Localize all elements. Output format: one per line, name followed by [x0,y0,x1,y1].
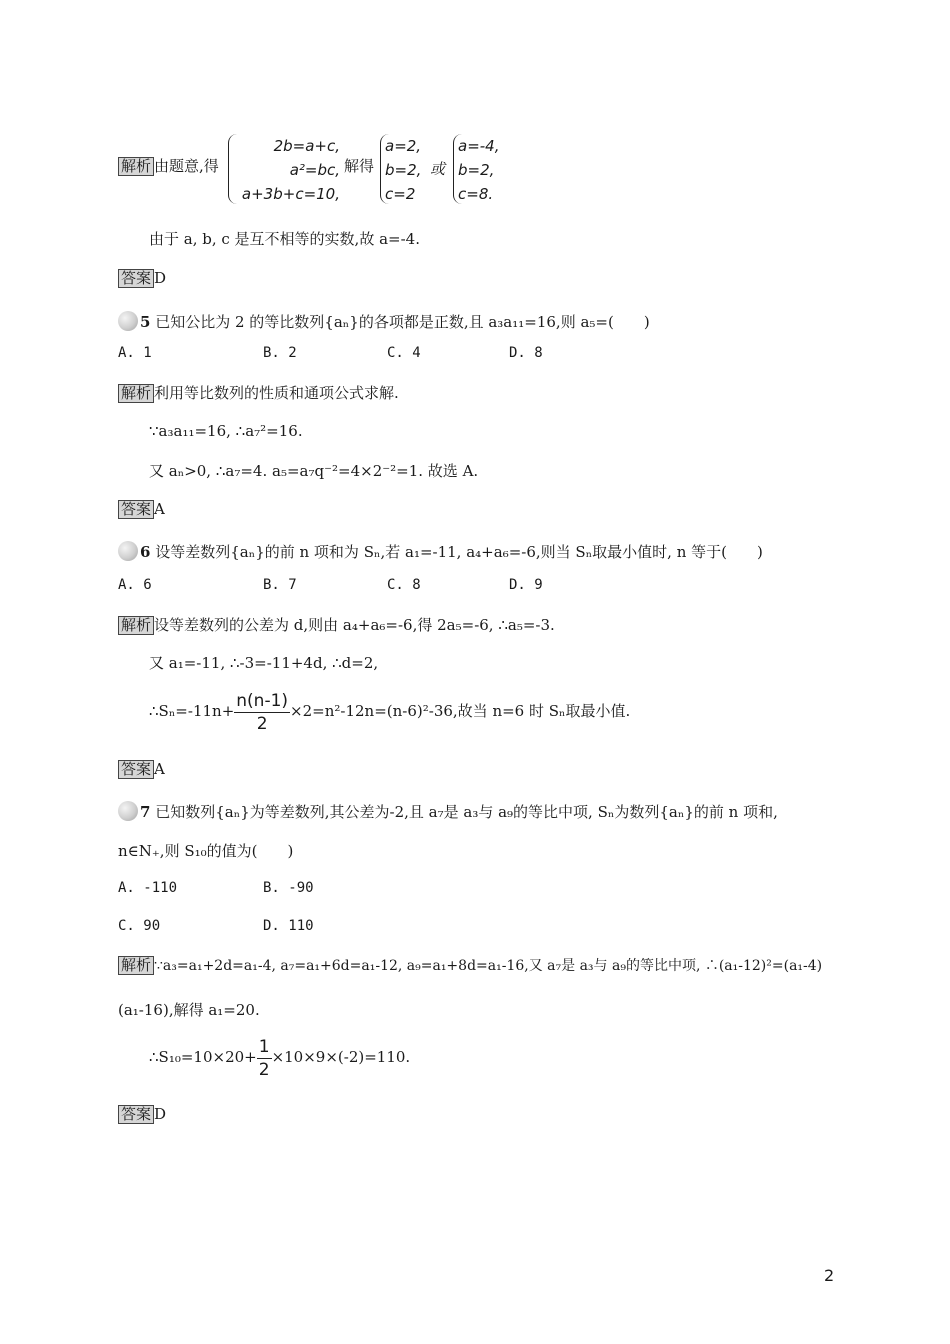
q6-sol-line-2: 又 a₁=-11, ∴-3=-11+4d, ∴d=2, [149,654,379,672]
q6-answer-line [118,759,165,779]
q7-sol-line-3: ∴S₁₀=10×20+ $\frac{1}{2}$ ×10×9×(-2)=110. [149,1036,411,1080]
q4-answer-line [118,268,166,288]
q6-answer: A [154,760,165,778]
q6-stem-line [118,541,763,562]
q7-stem-1: 已知数列{aₙ}为等差数列,其公差为-2,且 a₇是 a₃与 a₉的等比中项, Sₙ为数列{aₙ}的前 n 项和, [155,803,778,821]
q6-option-c: C. 8 [387,577,421,593]
q4-answer: D [154,269,167,287]
q5-sol-line-2: 又 aₙ>0, ∴a₇=4. a₅=a₇q⁻²=4×2⁻²=1. 故选 A. [149,462,479,480]
q4-system [232,134,340,206]
answer-tag: 答案 [118,269,154,288]
q7-option-c: C. 90 [118,918,161,934]
q5-option-d: D. 8 [509,345,543,361]
analysis-tag: 解析 [118,157,154,176]
q6-analysis-line [118,615,555,635]
question-bullet-icon [118,541,138,561]
q7-answer-line [118,1104,166,1124]
q6-sol-line-3: ∴Sₙ=-11n+ $\frac{n(n-1)}{2}$ ×2=n²-12n=(n-6)²-36,故当 n=6 时 Sₙ取最小值. [149,690,631,734]
q4-eq-3: a+3b+c=10, [241,185,340,203]
q7-option-a: A. -110 [118,880,178,896]
q6-fraction: $\frac{n(n-1)}{2}$ [236,690,289,734]
q4-analysis-line [118,156,219,176]
q6-sol-line-1: 设等差数列的公差为 d,则由 a₄+a₆=-6,得 2a₅=-6, ∴a₅=-3. [154,616,555,634]
answer-tag: 答案 [118,1105,154,1124]
q5-answer: A [154,500,165,518]
q7-option-b: B. -90 [263,880,314,896]
q5-sol-line-1: ∵a₃a₁₁=16, ∴a₇²=16. [149,422,303,440]
q6-number: 6 [140,543,151,561]
q7-fraction: $\frac{1}{2}$ [258,1036,270,1080]
q7-answer: D [154,1105,167,1123]
q6-stem: 设等差数列{aₙ}的前 n 项和为 Sₙ,若 a₁=-11, a₄+a₆=-6,则当 Sₙ取最小值时, n 等于( ) [155,543,763,561]
q5-stem-line [118,311,650,332]
q7-sol-line-2: (a₁-16),解得 a₁=20. [118,1001,260,1019]
q4-solution-1: a=2, b=2, c=2 [385,137,422,203]
analysis-tag: 解析 [118,956,154,975]
q7-sol-line-1: ∵a₃=a₁+2d=a₁-4, a₇=a₁+6d=a₁-12, a₉=a₁+8d=a₁-16,又 a₇是 a₃与 a₉的等比中项, ∴(a₁-12)²=(a₁-4) [154,958,823,974]
q5-number: 5 [140,313,151,331]
question-bullet-icon [118,801,138,821]
q5-sol-intro: 利用等比数列的性质和通项公式求解. [154,384,399,402]
analysis-tag: 解析 [118,384,154,403]
q6-option-d: D. 9 [509,577,543,593]
q4-solve-label: 解得 [344,157,375,175]
q4-eq-1: 2b=a+c, [273,137,340,155]
q5-option-b: B. 2 [263,345,297,361]
q7-option-d: D. 110 [263,918,314,934]
q6-option-a: A. 6 [118,577,152,593]
q5-analysis-line [118,383,399,403]
answer-tag: 答案 [118,500,154,519]
q7-stem-line-2: n∈N₊,则 S₁₀的值为( ) [118,842,294,860]
page-number: 2 [824,1266,835,1285]
answer-tag: 答案 [118,760,154,779]
question-bullet-icon [118,311,138,331]
q7-number: 7 [140,803,151,821]
q7-stem-line-1 [118,801,778,822]
q4-or: 或 [430,160,446,178]
q7-analysis-line [118,956,822,976]
q5-option-c: C. 4 [387,345,421,361]
q5-answer-line [118,499,165,519]
q4-solution-2: a=-4, b=2, c=8. [458,137,500,203]
q4-eq-2: a²=bc, [289,161,340,179]
q4-intro: 由题意,得 [154,157,219,175]
q6-option-b: B. 7 [263,577,297,593]
q4-note: 由于 a, b, c 是互不相等的实数,故 a=-4. [149,230,420,248]
q5-stem: 已知公比为 2 的等比数列{aₙ}的各项都是正数,且 a₃a₁₁=16,则 a₅=( ) [155,313,650,331]
q5-option-a: A. 1 [118,345,152,361]
analysis-tag: 解析 [118,616,154,635]
